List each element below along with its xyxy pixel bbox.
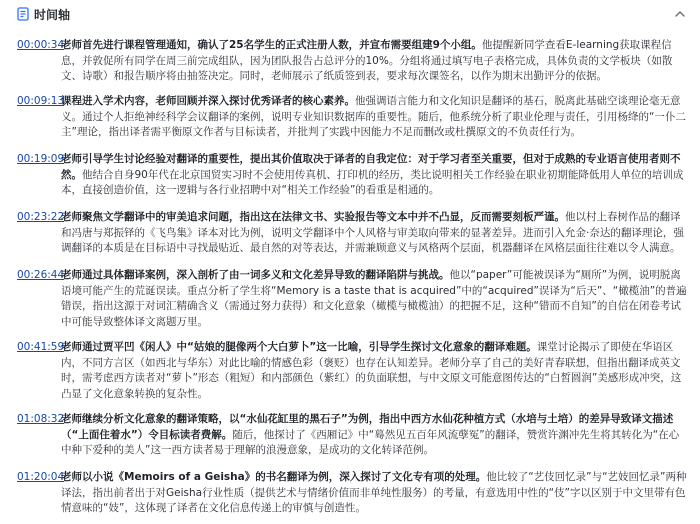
- timestamp-link[interactable]: 00:41:59: [17, 341, 65, 353]
- entry-text: [61, 210, 687, 257]
- timeline-header: [0, 0, 700, 30]
- timestamp-link[interactable]: 00:26:44: [17, 269, 65, 281]
- entry-text: [61, 94, 687, 141]
- timestamp-link[interactable]: 00:19:09: [17, 153, 65, 165]
- chevron-up-icon[interactable]: [674, 8, 686, 20]
- entry-text: [61, 470, 687, 517]
- entry-summary: 老师通过贾平凹《闲人》中“姑娘的腿像两个大白萝卜”这一比喻，引导学生探讨文化意象的翻译难题。: [61, 341, 537, 353]
- entry-summary: 老师聚焦文学翻译中的审美追求问题，指出这在法律文书、实验报告等文本中并不凸显，反而需要刻板严谨。: [61, 211, 565, 223]
- entry-detail: 课堂讨论揭示了即使在华语区内，不同方言区（如西北与华东）对此比喻的情感色彩（褒贬）也存在认知差异。老师分享了自己的美好青春联想，但指出翻译成英文时，需考虑西方读者对“萝卜”形态（粗短）和内部颜色（紫红）的负面联想，与中文原文可能意图传达的“白皙圆润”美感形成冲突，这凸显了文化意象转换的复杂性。: [61, 341, 682, 400]
- timestamp-link[interactable]: 01:08:32: [17, 413, 65, 425]
- entry-detail: 他以村上春树作品的翻译和冯唐与郑振铎的《飞鸟集》译本对比为例，说明文学翻译中个人风格与审美取向带来的显著差异。进而引入允金·奈达的翻译理论，强调翻译的本质是在目标语中寻找最贴近、最自然的对等表达，并需兼顾意义与风格两个层面，机器翻译在风格层面往往难以令人满意。: [61, 211, 684, 255]
- entry-text: [61, 152, 687, 199]
- entry-detail: 他结合自身90年代在北京国贸实习时不会使用传真机、打印机的经历，类比说明相关工作经验在职业初期能降低用人单位的培训成本，直接创造价值，这一逻辑与各行业招聘中对“相关工作经验”的看重是相通的。: [61, 168, 684, 197]
- entry-summary: 老师通过具体翻译案例，深入剖析了由一词多义和文化差异导致的翻译陷阱与挑战。: [61, 269, 450, 281]
- timestamp-link[interactable]: 01:20:04: [17, 471, 65, 483]
- entry-summary: 课程进入学术内容，老师回顾并深入探讨优秀译者的核心素养。: [61, 95, 355, 107]
- entry-detail: 他提醒新同学查看E-learning获取课程信息，并敦促所有同学在周三前完成组队，因为团队报告占总评分的10%。分组将通过填写电子表格完成，具体负责的文学板块（如散文、诗歌）和报告顺序将由抽签决定。同时，老师展示了纸质签到表，要求每次课签名，以作为期末出勤评分的依据。: [61, 39, 673, 83]
- entry-text: [61, 268, 687, 330]
- entry-summary: 老师以小说《Memoirs of a Geisha》的书名翻译为例，深入探讨了文化专有项的处理。: [61, 471, 487, 483]
- entry-detail: 随后，他探讨了《西厢记》中“蓦然见五百年风流孽冤”的翻译，赞赏许渊冲先生将其转化为“在心中种下爱种的美人”这一西方读者易于理解的浪漫意象，是成功的文化转译范例。: [61, 428, 680, 457]
- timestamp-link[interactable]: 00:09:13: [17, 95, 65, 107]
- entry-detail: 他强调语言能力和文化知识是翻译的基石，脱离此基础空谈理论毫无意义。通过个人拒绝神经科学会议翻译的案例，说明专业知识数据库的重要性。随后，他系统分析了职业伦理与责任，引用杨绛的“一仆二主”理论，指出译者需平衡原文作者与目标读者，并批判了实践中因能力不足而删改或杜撰原文的不负责任行为。: [61, 95, 686, 139]
- timestamp-link[interactable]: 00:23:22: [17, 211, 65, 223]
- entry-summary: 老师引导学生讨论经验对翻译的重要性，提出其价值取决于译者的自我定位：对于学习者至关重要，但对于成熟的专业语言使用者则不然。: [61, 153, 681, 181]
- entry-detail: 他比较了“艺伎回忆录”与“艺妓回忆录”两种译法，指出前者出于对Geisha行业性质（提供艺术与情绪价值而非单纯性服务）的考量，有意选用中性的“伎”字以区别于中文里带有色情意味的“妓”，这体现了译者在文化信息传递上的审慎与创造性。: [61, 471, 687, 515]
- entry-summary: 老师首先进行课程管理通知，确认了25名学生的正式注册人数，并宣布需要组建9个小组。: [61, 39, 482, 51]
- entry-text: [61, 412, 687, 459]
- entry-detail: 他以“paper”可能被误译为“厕所”为例，说明脱离语境可能产生的荒诞误读。重点分析了学生将“Memory is a taste that is acquired”中的“acquired”误译为“后天”、“橄榄油”的普遍错误，指出这源于对词汇精确含义（需通过努力获得）和文化意象（橄榄与橄榄油）的把握不足，这种“错而不自知”的自信在闭卷考试中可能导致整体译文离题万里。: [61, 269, 687, 328]
- entry-summary: 老师继续分析文化意象的翻译策略，以“水仙花缸里的黑石子”为例，指出中西方水仙花种植方式（水培与土培）的差异导致译文描述（“上面住着水”）令目标读者费解。: [61, 413, 674, 441]
- entry-text: [61, 38, 687, 85]
- timestamp-link[interactable]: 00:00:34: [17, 39, 65, 51]
- entry-text: [61, 340, 687, 402]
- document-icon: [16, 7, 30, 21]
- section-title: 时间轴: [34, 8, 71, 22]
